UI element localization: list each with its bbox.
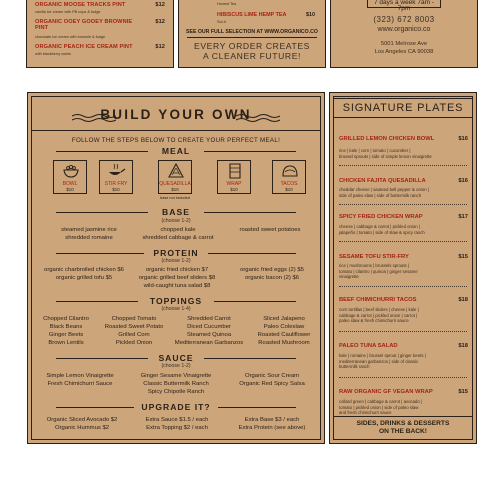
intro-text: FOLLOW THE STEPS BELOW TO CREATE YOUR PERFECT MEAL!: [71, 137, 281, 144]
topping-item: Grilled Corn: [118, 332, 150, 338]
plate-name: CHICKEN FAJITA QUESADILLA: [339, 178, 426, 184]
item-name: ORGANIC OOEY GOOEY BROWNIE PINT: [35, 19, 133, 31]
dessert-panel: [26, 0, 174, 68]
topping-item: Paleo Coleslaw: [263, 324, 305, 330]
topping-item: Ginger Beets: [48, 332, 84, 338]
meal-note: base not included: [160, 196, 190, 200]
topping-item: Roasted Cauliflower: [257, 332, 311, 338]
protein-item: wild-caught tuna salad $8: [143, 283, 211, 289]
plate-item: [339, 389, 468, 395]
plate-description: cheddar cheese | sauteed bell pepper & onion | side of paleo slaw | side of buttermilk ranch: [339, 187, 429, 198]
plate-name: SESAME TOFU STIR-FRY: [339, 254, 409, 260]
plate-price: $17: [458, 214, 468, 220]
tacos-icon: [281, 164, 299, 178]
plate-name: SPICY FRIED CHICKEN WRAP: [339, 214, 423, 220]
base-item: shredded cabbage & carrot: [142, 235, 214, 241]
item-price: $12: [155, 44, 165, 50]
menu-item: [35, 44, 165, 50]
meal-option-label: WRAP: [226, 181, 242, 187]
topping-item: Chopped Tomato: [111, 316, 157, 322]
plate-name: GRILLED LEMON CHICKEN BOWL: [339, 136, 435, 142]
section-heading-meal: [28, 146, 324, 156]
upgrade-item: Extra Topping $2 / each: [146, 425, 208, 431]
topping-item: Mediterranean Garbanzos: [174, 340, 244, 346]
bowl-icon: [63, 164, 79, 178]
plate-price: $16: [458, 136, 468, 142]
protein-item: organic grilled beef sliders $8: [138, 275, 216, 281]
section-heading-sauce: [28, 353, 324, 363]
protein-item: organic charbroiled chicken $6: [44, 267, 124, 273]
item-price: $12: [155, 19, 165, 25]
meal-option-price: $10: [285, 187, 293, 192]
topping-item: Sliced Jalapeno: [263, 316, 305, 322]
item-subtitle: Honest Tea: [217, 2, 237, 6]
meal-option-label: QUESADILLA: [159, 181, 191, 187]
top-menu-strip: [26, 0, 478, 70]
section-heading-base: [28, 207, 324, 217]
divider: [339, 377, 467, 378]
meal-option-label: STIR FRY: [104, 181, 128, 187]
meal-option-price: $10: [112, 187, 120, 192]
topping-item: Diced Cucumber: [187, 324, 231, 330]
drinks-panel: [178, 0, 326, 68]
hours: 7 days a week 7am - 7pm: [367, 0, 441, 8]
plate-item: [339, 178, 468, 184]
sauce-item: Spicy Chipotle Ranch: [147, 389, 205, 395]
item-description: chocolate ice cream with brownie & fudge: [35, 35, 106, 39]
plate-price: $15: [458, 389, 468, 395]
choose-note: (choose 1-2): [161, 363, 191, 369]
sauce-item: Classic Buttermilk Ranch: [143, 381, 209, 387]
website: www.organico.co: [377, 26, 431, 33]
upgrade-item: Organic Hummus $2: [54, 425, 110, 431]
wrap-icon: [228, 163, 242, 179]
topping-item: Black Beans: [49, 324, 83, 330]
meal-option-price: $10: [171, 187, 179, 192]
upgrade-item: Extra Sauce $1.5 / each: [145, 417, 209, 423]
plate-description: collard green | cabbage & carrot | avocado | tomato | pickled onion | side of paleo slaw and fresh chimichurri sauce: [339, 399, 423, 416]
topping-item: Steamed Quinoa: [186, 332, 232, 338]
plate-item: [339, 254, 468, 260]
section-heading-text: SAUCE: [158, 353, 194, 363]
topping-item: Pickled Onion: [115, 340, 153, 346]
menu-item: [217, 12, 315, 18]
contact-panel: [330, 0, 478, 68]
plate-price: $16: [458, 178, 468, 184]
address-line-1: 5001 Melrose Ave: [380, 41, 428, 47]
upgrade-item: Organic Sliced Avocado $2: [46, 417, 118, 423]
meal-option-label: TACOS: [280, 181, 298, 187]
meal-option-tacos[interactable]: [272, 160, 306, 194]
section-heading-upgrade: [28, 402, 324, 412]
upgrade-item: Extra Base $3 / each: [244, 417, 300, 423]
plate-description: corn tortillas | beef sliders | cheese | kale | cabbage & carrot | pickled onion | carrot | paleo slaw & fresh chimichurri sauce: [339, 307, 419, 324]
section-heading-toppings: [28, 296, 324, 306]
topping-item: Brown Lentils: [48, 340, 84, 346]
signature-plates-card: [329, 92, 477, 444]
plate-price: $18: [458, 343, 468, 349]
slogan-line-1: EVERY ORDER CREATES: [194, 41, 310, 51]
topping-item: Roasted Sweet Potato: [104, 324, 164, 330]
plate-item: [339, 214, 468, 220]
divider: [339, 241, 467, 242]
section-heading-text: TOPPINGS: [149, 296, 203, 306]
base-item: chopped kale: [160, 227, 196, 233]
sauce-item: Simple Lemon Vinaigrette: [46, 373, 114, 379]
item-name: ORGANIC MOOSE TRACKS PINT: [35, 2, 126, 8]
base-item: steamed jasmine rice: [61, 227, 117, 233]
protein-item: organic grilled tofu $5: [55, 275, 113, 281]
choose-note: (choose 1-2): [161, 218, 191, 224]
page-title: BUILD YOUR OWN: [100, 107, 252, 122]
divider: [31, 130, 321, 131]
menu-item: [35, 2, 165, 8]
plate-price: $18: [458, 297, 468, 303]
section-heading-text: PROTEIN: [153, 248, 199, 258]
section-heading-protein: [28, 248, 324, 258]
divider: [333, 416, 473, 417]
section-heading-text: MEAL: [161, 146, 191, 156]
sauce-item: Fresh Chimichurri Sauce: [47, 381, 113, 387]
divider: [339, 204, 467, 205]
footer-line-1: SIDES, DRINKS & DESSERTS: [356, 420, 450, 427]
sauce-item: Ginger Sesame Vinaigrette: [140, 373, 212, 379]
meal-option-bowl[interactable]: [53, 160, 87, 194]
divider: [339, 331, 467, 332]
sauce-item: Organic Sour Cream: [244, 373, 300, 379]
item-name: ORGANIC PEACH ICE CREAM PINT: [35, 44, 133, 50]
plate-description: rice | kale | corn | tomato | cucumber | brussel sprouts | side of simple lemon vinaigrette: [339, 148, 432, 159]
plate-item: [339, 343, 468, 349]
footer-line-2: ON THE BACK!: [379, 428, 427, 435]
phone-number: (323) 672 8003: [373, 15, 435, 24]
wave-ornament-left: [72, 114, 116, 122]
menu-item: [35, 19, 145, 31]
section-heading-text: UPGRADE IT?: [141, 402, 211, 412]
choose-note: (choose 1-4): [161, 306, 191, 312]
base-item: roasted sweet potatoes: [239, 227, 301, 233]
build-your-own-card: [27, 92, 325, 444]
meal-option-wrap[interactable]: [217, 160, 251, 194]
selection-note: SEE OUR FULL SELECTION AT WWW.ORGANICO.CO: [186, 29, 318, 35]
plate-item: [339, 297, 468, 303]
topping-item: Shredded Carrot: [187, 316, 231, 322]
wave-ornament-right: [236, 114, 280, 122]
divider: [339, 286, 467, 287]
item-price: $12: [155, 2, 165, 8]
plate-name: RAW ORGANIC GF VEGAN WRAP: [339, 389, 433, 395]
item-description: vanilla ice cream with PB cups & fudge: [35, 10, 101, 14]
address-line-2: Los Angeles CA 90038: [374, 49, 434, 55]
item-name: HIBISCUS LIME HEMP TEA: [217, 12, 287, 18]
meal-option-quesadilla[interactable]: [158, 160, 192, 194]
meal-option-price: $10: [66, 187, 74, 192]
divider: [339, 165, 467, 166]
plate-item: [339, 136, 468, 142]
divider: [187, 37, 317, 38]
topping-item: Roasted Mushroom: [258, 340, 310, 346]
plate-name: PALEO TUNA SALAD: [339, 343, 398, 349]
item-description: with blackberry swirls: [35, 52, 71, 56]
meal-option-price: $10: [230, 187, 238, 192]
slogan-line-2: A CLEANER FUTURE!: [202, 51, 302, 61]
item-subtitle: Sol-ti: [217, 20, 226, 24]
sauce-item: Organic Red Spicy Salsa: [239, 381, 305, 387]
quesadilla-icon: [168, 163, 184, 179]
choose-note: (choose 1-2): [161, 258, 191, 264]
plate-name: BEEF CHIMICHURRI TACOS: [339, 297, 417, 303]
plate-price: $15: [458, 254, 468, 260]
plate-description: kale | romaine | brussel sprout | ginger beets | mediterranean garbanzos | side of classic buttermilk ranch: [339, 353, 426, 370]
signature-title: SIGNATURE PLATES: [333, 98, 473, 118]
meal-option-stir-fry[interactable]: [99, 160, 133, 194]
protein-item: organic bacon (2) $6: [244, 275, 300, 281]
plate-description: cheese | cabbage & carrot | pickled onion | jalapeño | tomato | side of slaw & spicy ranch: [339, 224, 425, 235]
stir-fry-pan-icon: [108, 164, 126, 178]
base-item: shredded romaine: [65, 235, 113, 241]
protein-item: organic fried eggs (2) $5: [240, 267, 304, 273]
meal-option-label: BOWL: [62, 181, 78, 187]
section-heading-text: BASE: [162, 207, 190, 217]
item-price: $10: [306, 12, 315, 18]
protein-item: organic fried chicken $7: [145, 267, 209, 273]
plate-description: rice | mushrooms | brussels sprouts | tomato | cilantro | quinoa | ginger sesame vinaigrette: [339, 263, 418, 280]
topping-item: Chopped Cilantro: [43, 316, 89, 322]
upgrade-item: Extra Protein (see above): [238, 425, 306, 431]
